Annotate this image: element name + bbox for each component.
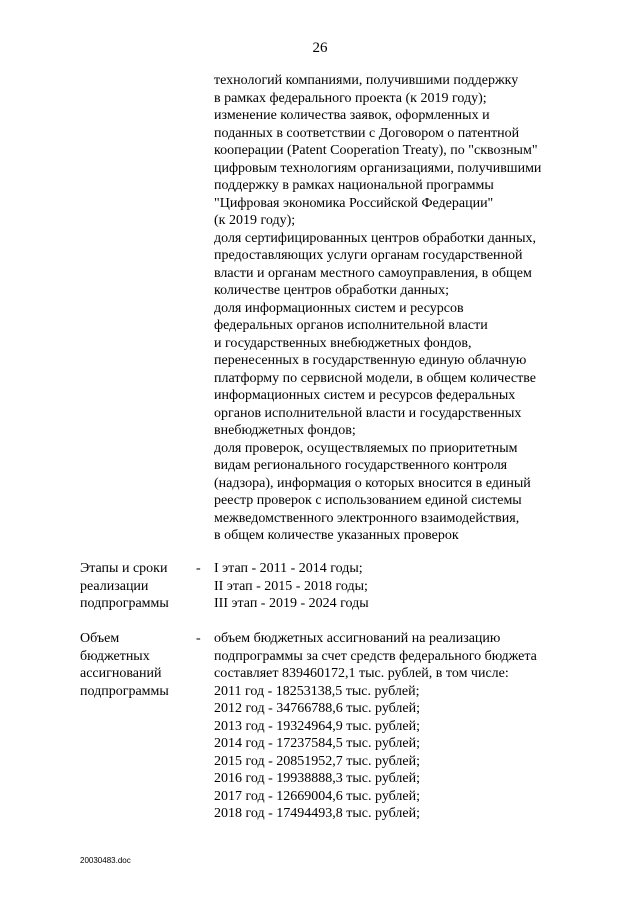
text-line: платформу по сервисной модели, в общем количестве xyxy=(214,370,536,386)
budget-label xyxy=(80,630,190,700)
budget-line: 2014 год - 17237584,5 тыс. рублей; xyxy=(214,736,421,751)
text-line: доля проверок, осуществляемых по приоритетным xyxy=(214,440,518,456)
text-line: видам регионального государственного контроля xyxy=(214,458,508,473)
text-line: (надзора), информация о которых вносится в единый xyxy=(214,475,531,491)
budget-line: 2016 год - 19938888,3 тыс. рублей; xyxy=(214,771,421,786)
budget-line: 2011 год - 18253138,5 тыс. рублей; xyxy=(214,683,420,699)
text-line: федеральных органов исполнительной власти xyxy=(214,318,488,333)
text-line: поданных в соответствии с Договором о патентной xyxy=(214,125,520,141)
stages-content xyxy=(214,560,604,613)
text-line: межведомственного электронного взаимодействия, xyxy=(214,510,520,526)
text-line: реестр проверок с использованием единой системы xyxy=(214,493,522,508)
text-line: (к 2019 году); xyxy=(214,213,296,228)
text-line: внебюджетных фондов; xyxy=(214,423,356,438)
text-line: в рамках федерального проекта (к 2019 году); xyxy=(214,90,487,106)
budget-line: 2015 год - 20851952,7 тыс. рублей; xyxy=(214,753,421,769)
text-line: власти и органам местного самоуправления, в общем xyxy=(214,265,532,281)
stage-line: II этап - 2015 - 2018 годы; xyxy=(214,578,368,594)
label-line: подпрограммы xyxy=(80,683,169,699)
text-line: цифровым технологиям организациями, получившими xyxy=(214,160,542,176)
budget-line: 2017 год - 12669004,6 тыс. рублей; xyxy=(214,788,421,804)
text-line: технологий компаниями, получившими поддержку xyxy=(214,73,519,88)
label-line: Объем xyxy=(80,631,120,646)
stage-line: III этап - 2019 - 2024 годы xyxy=(214,596,369,611)
stage-line: I этап - 2011 - 2014 годы; xyxy=(214,561,363,576)
text-line: доля сертифицированных центров обработки данных, xyxy=(214,230,536,246)
stages-dash: - xyxy=(196,561,201,576)
text-line: количестве центров обработки данных; xyxy=(214,283,449,298)
text-line: доля информационных систем и ресурсов xyxy=(214,300,464,316)
label-line: бюджетных xyxy=(80,648,150,664)
budget-dash: - xyxy=(196,631,201,646)
label-line: Этапы и сроки xyxy=(80,561,168,576)
budget-line: объем бюджетных ассигнований на реализацию xyxy=(214,631,501,646)
budget-line: составляет 839460172,1 тыс. рублей, в том числе: xyxy=(214,666,509,681)
label-line: подпрограммы xyxy=(80,596,169,611)
stages-label xyxy=(80,560,190,613)
budget-line: подпрограммы за счет средств федерального бюджета xyxy=(214,648,537,664)
label-line: ассигнований xyxy=(80,666,162,681)
label-line: реализации xyxy=(80,578,149,594)
budget-line: 2012 год - 34766788,6 тыс. рублей; xyxy=(214,701,421,716)
page-number: 26 xyxy=(312,40,328,56)
text-line: в общем количестве указанных проверок xyxy=(214,528,459,543)
text-line: "Цифровая экономика Российской Федерации" xyxy=(214,195,494,211)
budget-line: 2013 год - 19324964,9 тыс. рублей; xyxy=(214,718,421,734)
text-line: и государственных внебюджетных фондов, xyxy=(214,335,472,351)
budget-line: 2018 год - 17494493,8 тыс. рублей; xyxy=(214,806,421,821)
text-line: кооперации (Patent Cooperation Treaty), по "сквозным" xyxy=(214,143,538,158)
text-line: перенесенных в государственную единую облачную xyxy=(214,353,527,368)
text-line: органов исполнительной власти и государственных xyxy=(214,405,522,421)
text-line: поддержку в рамках национальной программы xyxy=(214,178,494,193)
budget-content xyxy=(214,630,604,823)
document-filename: 20030483.doc xyxy=(80,856,131,865)
continuation-text xyxy=(214,72,594,545)
text-line: предоставляющих услуги органам государственной xyxy=(214,248,523,263)
text-line: информационных систем и ресурсов федеральных xyxy=(214,388,516,403)
text-line: изменение количества заявок, оформленных и xyxy=(214,108,490,123)
